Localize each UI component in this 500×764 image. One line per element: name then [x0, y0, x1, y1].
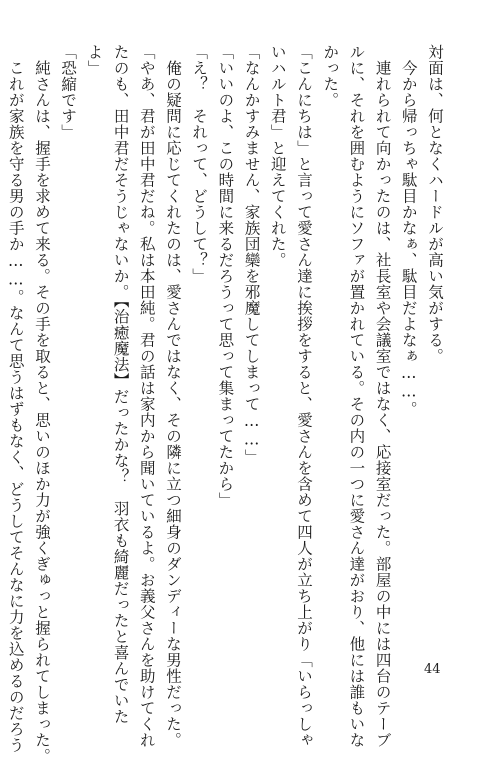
- text-line: ルに、それを囲むようにソファが置かれている。その内の一つに愛さん達がおり、他には誰もいな: [347, 44, 366, 748]
- text-line: よ」: [85, 44, 104, 76]
- text-line: 対面は、何となくハードルが高い気がする。: [426, 44, 444, 364]
- text-line: 連れられて向かったのは、社長室や会議室ではなく、応接室だった。部屋の中には四台のテーブ: [373, 59, 392, 748]
- text-line: 「なんかすみません、家族団欒を邪魔してしまって……」: [242, 44, 261, 465]
- text-line: かった。: [321, 44, 340, 108]
- text-line: たのも、田中君だそうじゃないか。【治癒魔法】だったかな？ 羽衣も綺麗だったと喜んでいた: [111, 44, 130, 725]
- text-line: いハルト君」と迎えてくれた。: [268, 44, 287, 268]
- page-number: 44: [424, 662, 441, 677]
- text-line: 「こんにちは」と言って愛さん達に挨拶をすると、愛さんを含めて四人が立ち上がり「いらっしゃ: [294, 44, 313, 748]
- text-line: 「いいのよ、この時間に来るだろうって思って集まってたから」: [216, 44, 235, 508]
- text-line: 俺の疑問に応じてくれたのは、愛さんではなく、その隣に立つ細身のダンディーな男性だった。: [163, 59, 182, 748]
- text-line: 純さんは、握手を求めて来る。その手を取ると、思いのほか力が強くぎゅっと握られてしまった。: [32, 59, 51, 764]
- text-line: 「やあ、君が田中君だね。私は本田純。君の話は家内から聞いているよ。お義父さんを助けてくれ: [137, 44, 156, 748]
- text-line: これが家族を守る男の手か……。なんて思うはずもなく、どうしてそんなに力を込めるのだろう: [6, 59, 25, 753]
- text-line: 「恐縮です」: [59, 44, 78, 140]
- text-line: 「え？ それって、どうして？」: [190, 44, 209, 284]
- text-line: 今から帰っちゃ駄目かなぁ、駄目だよなぁ……。: [399, 59, 418, 417]
